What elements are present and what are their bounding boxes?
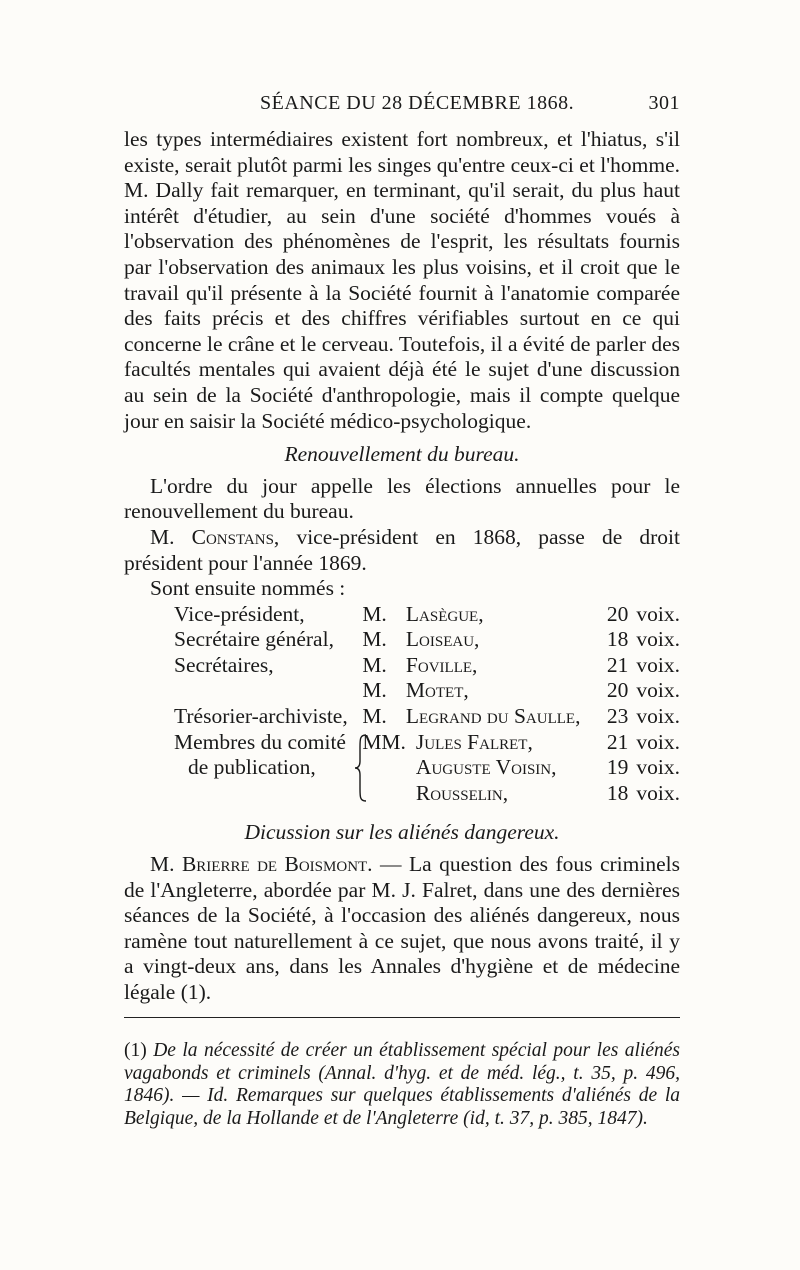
- table-row: [174, 653, 680, 679]
- footnote: [124, 1040, 680, 1130]
- role-cell: [174, 781, 362, 807]
- votes-cell: 18: [606, 780, 629, 805]
- name-cell: Rousselin,: [415, 780, 509, 805]
- running-title: SÉANCE DU 28 DÉCEMBRE 1868.: [260, 92, 575, 114]
- title-cell: M.: [362, 652, 387, 677]
- paragraph-1: les types intermédiaires existent fort nombreux, et l'hiatus, s'il existe, serait plutôt parmi les singes qu'entre ceux-ci et l'homme. M. Dally fait remarquer, en terminant, qu'il serait, du plus haut intérêt d'étudier, au sein d'une société d'hommes voués à l'observation des phénomènes de l'esprit, les résultats fournis par l'observation des animaux les plus voisins, et il croit que le travail qu'il présente à la Société fournit à l'anatomie comparée des faits précis et des chiffres vérifiables surtout en ce qui concerne le crâne et le cerveau. Toutefois, il a évité de parler des facultés mentales qui avaient déjà été le sujet d'une discussion au sein de la Société d'anthropologie, mais il compte quelque jour en saisir la Société médico-psychologique.: [124, 127, 680, 433]
- mm-label: MM.: [362, 729, 406, 754]
- role-cell: [174, 678, 362, 704]
- section-title-renouvellement: Renouvellement du bureau.: [284, 442, 520, 467]
- unit-cell: voix.: [636, 652, 680, 677]
- paragraph-5: [124, 852, 680, 1006]
- speaker-name: M. Brierre de Boismont.: [150, 852, 373, 877]
- elections-table: [174, 602, 680, 807]
- unit-cell: voix.: [636, 601, 680, 626]
- votes-cell: 23: [606, 704, 629, 729]
- paragraph-4: Sont ensuite nommés :: [150, 576, 346, 601]
- table-row: [174, 602, 680, 628]
- brace-icon: [354, 733, 368, 803]
- brace-cell: [362, 755, 406, 781]
- title-cell: M.: [362, 601, 387, 626]
- votes-cell: 21: [606, 729, 629, 754]
- title-cell: [362, 730, 406, 756]
- footnote-marker: (1): [124, 1040, 147, 1061]
- name-cell: Lasègue,: [405, 601, 484, 626]
- votes-cell: 20: [606, 601, 629, 626]
- table-row: [174, 627, 680, 653]
- table-row: [174, 678, 680, 704]
- role-cell: Vice-président,: [174, 601, 305, 626]
- speaker-name: M. Constans,: [150, 524, 280, 549]
- footnote-divider: [124, 1017, 680, 1018]
- name-cell: Legrand du Saulle,: [405, 704, 581, 729]
- role-cell: Membres du comité: [174, 729, 346, 754]
- title-cell: M.: [362, 627, 387, 652]
- unit-cell: voix.: [636, 729, 680, 754]
- page-number: 301: [648, 92, 680, 114]
- role-cell: de publication,: [188, 755, 316, 780]
- paragraph-3-text: vice-président en 1868, passe de droit président pour l'année 1869.: [124, 524, 680, 575]
- page-header: [124, 92, 680, 118]
- role-cell: Trésorier-archiviste,: [174, 704, 348, 729]
- votes-cell: 21: [606, 652, 629, 677]
- unit-cell: voix.: [636, 704, 680, 729]
- unit-cell: voix.: [636, 627, 680, 652]
- unit-cell: voix.: [636, 678, 680, 703]
- name-cell: Jules Falret,: [415, 729, 533, 754]
- name-cell: Auguste Voisin,: [415, 755, 557, 780]
- votes-cell: 19: [606, 755, 629, 780]
- name-cell: Foville,: [405, 652, 478, 677]
- role-cell: Secrétaires,: [174, 652, 274, 677]
- table-row: [174, 730, 680, 756]
- name-cell: Loiseau,: [405, 627, 480, 652]
- votes-cell: 20: [606, 678, 629, 703]
- title-cell: M.: [362, 678, 387, 703]
- brace-cell: [362, 781, 406, 807]
- title-cell: M.: [362, 704, 387, 729]
- unit-cell: voix.: [636, 755, 680, 780]
- unit-cell: voix.: [636, 780, 680, 805]
- table-row: [174, 781, 680, 807]
- table-row: [174, 704, 680, 730]
- footnote-text: De la nécessité de créer un établissement spécial pour les aliénés vagabonds et criminels (Annal. d'hyg. et de méd. lég., t. 35, p. 496, 1846). — Id. Remarques sur quelques établissements d'aliénés de la Belgique, de la Hollande et de l'Angleterre (id, t. 37, p. 385, 1847).: [124, 1040, 680, 1129]
- table-row: [174, 755, 680, 781]
- paragraph-5-text: — La question des fous criminels de l'Angleterre, abordée par M. J. Falret, dans une des dernières séances de la Société, à l'occasion des aliénés dangereux, nous ramène tout naturellement à ce sujet, que nous avons traité, il y a vingt-deux ans, dans les Annales d'hygiène et de médecine légale (1).: [124, 852, 680, 1004]
- name-cell: Motet,: [405, 678, 469, 703]
- body-text: [124, 127, 680, 1006]
- section-title-discussion: Dicussion sur les aliénés dangereux.: [244, 820, 560, 845]
- role-cell: Secrétaire général,: [174, 627, 334, 652]
- paragraph-3: [124, 525, 680, 576]
- paragraph-2: L'ordre du jour appelle les élections annuelles pour le renouvellement du bureau.: [124, 473, 680, 524]
- votes-cell: 18: [606, 627, 629, 652]
